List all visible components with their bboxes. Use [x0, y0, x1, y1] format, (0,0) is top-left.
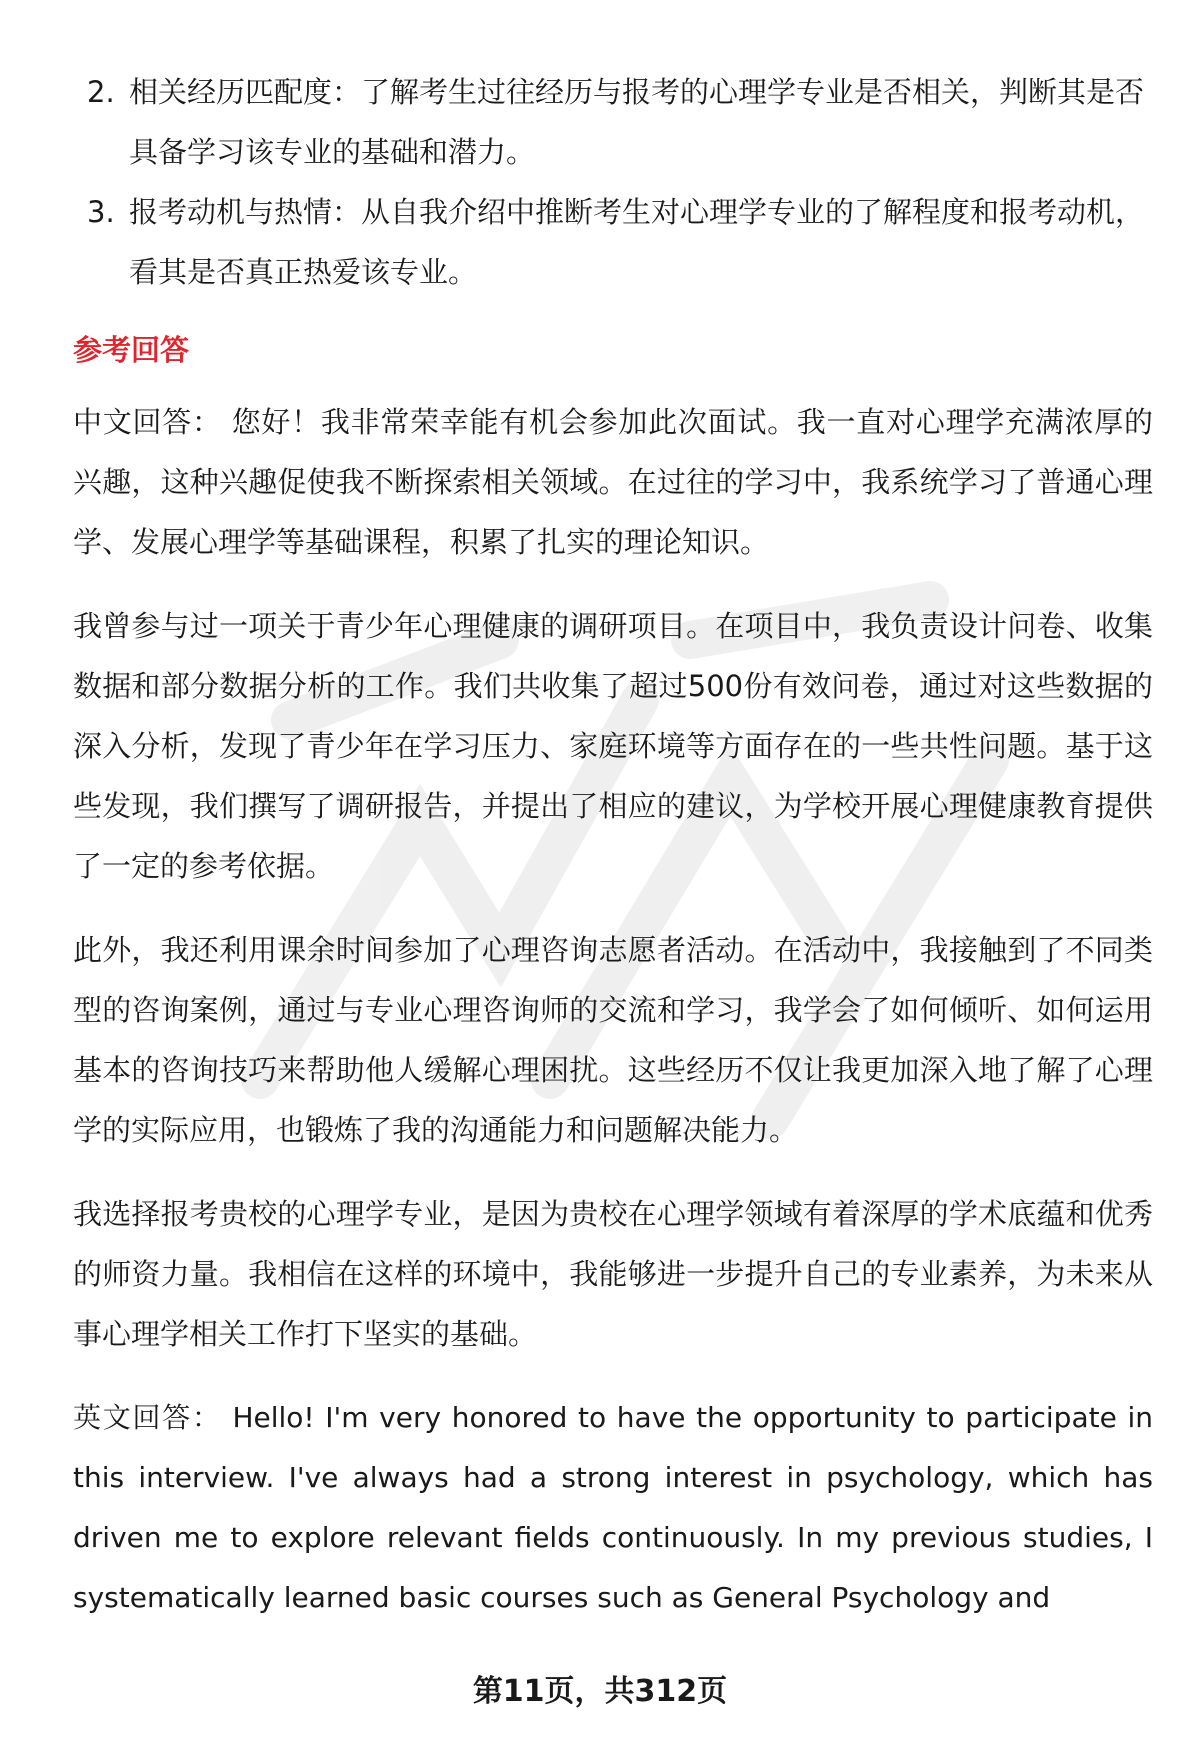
criteria-item	[73, 182, 1153, 302]
criteria-number: 2.	[87, 75, 115, 109]
paragraph-motivation: 我选择报考贵校的心理学专业，是因为贵校在心理学领域有着深厚的学术底蕴和优秀的师资力量。我相信在这样的环境中，我能够进一步提升自己的专业素养，为未来从事心理学相关工作打下坚实的基础。	[73, 1197, 1153, 1351]
criteria-text: 报考动机与热情：从自我介绍中推断考生对心理学专业的了解程度和报考动机，看其是否真正热爱该专业。	[129, 195, 1145, 289]
criteria-text: 相关经历匹配度：了解考生过往经历与报考的心理学专业是否相关，判断其是否具备学习该专业的基础和潜力。	[129, 75, 1145, 169]
paragraph-volunteer: 此外，我还利用课余时间参加了心理咨询志愿者活动。在活动中，我接触到了不同类型的咨询案例，通过与专业心理咨询师的交流和学习，我学会了如何倾听、如何运用基本的咨询技巧来帮助他人缓解心理困扰。这些经历不仅让我更加深入地了解了心理学的实际应用，也锻炼了我的沟通能力和问题解决能力。	[73, 933, 1153, 1147]
paragraph-research: 我曾参与过一项关于青少年心理健康的调研项目。在项目中，我负责设计问卷、收集数据和部分数据分析的工作。我们共收集了超过500份有效问卷，通过对这些数据的深入分析，发现了青少年在学习压力、家庭环境等方面存在的一些共性问题。基于这些发现，我们撰写了调研报告，并提出了相应的建议，为学校开展心理健康教育提供了一定的参考依据。	[73, 609, 1153, 883]
paragraph-chinese-intro: 中文回答： 您好！我非常荣幸能有机会参加此次面试。我一直对心理学充满浓厚的兴趣，这种兴趣促使我不断探索相关领域。在过往的学习中，我系统学习了普通心理学、发展心理学等基础课程，积累了扎实的理论知识。	[73, 405, 1153, 559]
document-content	[73, 62, 1153, 1652]
paragraph-english: 英文回答： Hello! I'm very honored to have the opportunity to participate in this interview. I've always had a strong interest in psychology, which has driven me to explore relevant fields continuously. In my previous studies, I systematically learned basic courses such as General Psychology and	[73, 1401, 1153, 1614]
criteria-item	[73, 62, 1153, 182]
criteria-list	[73, 62, 1153, 302]
criteria-number: 3.	[87, 195, 115, 229]
reference-answer-heading: 参考回答	[73, 333, 190, 367]
page-footer: 第11页，共312页	[472, 1674, 728, 1709]
